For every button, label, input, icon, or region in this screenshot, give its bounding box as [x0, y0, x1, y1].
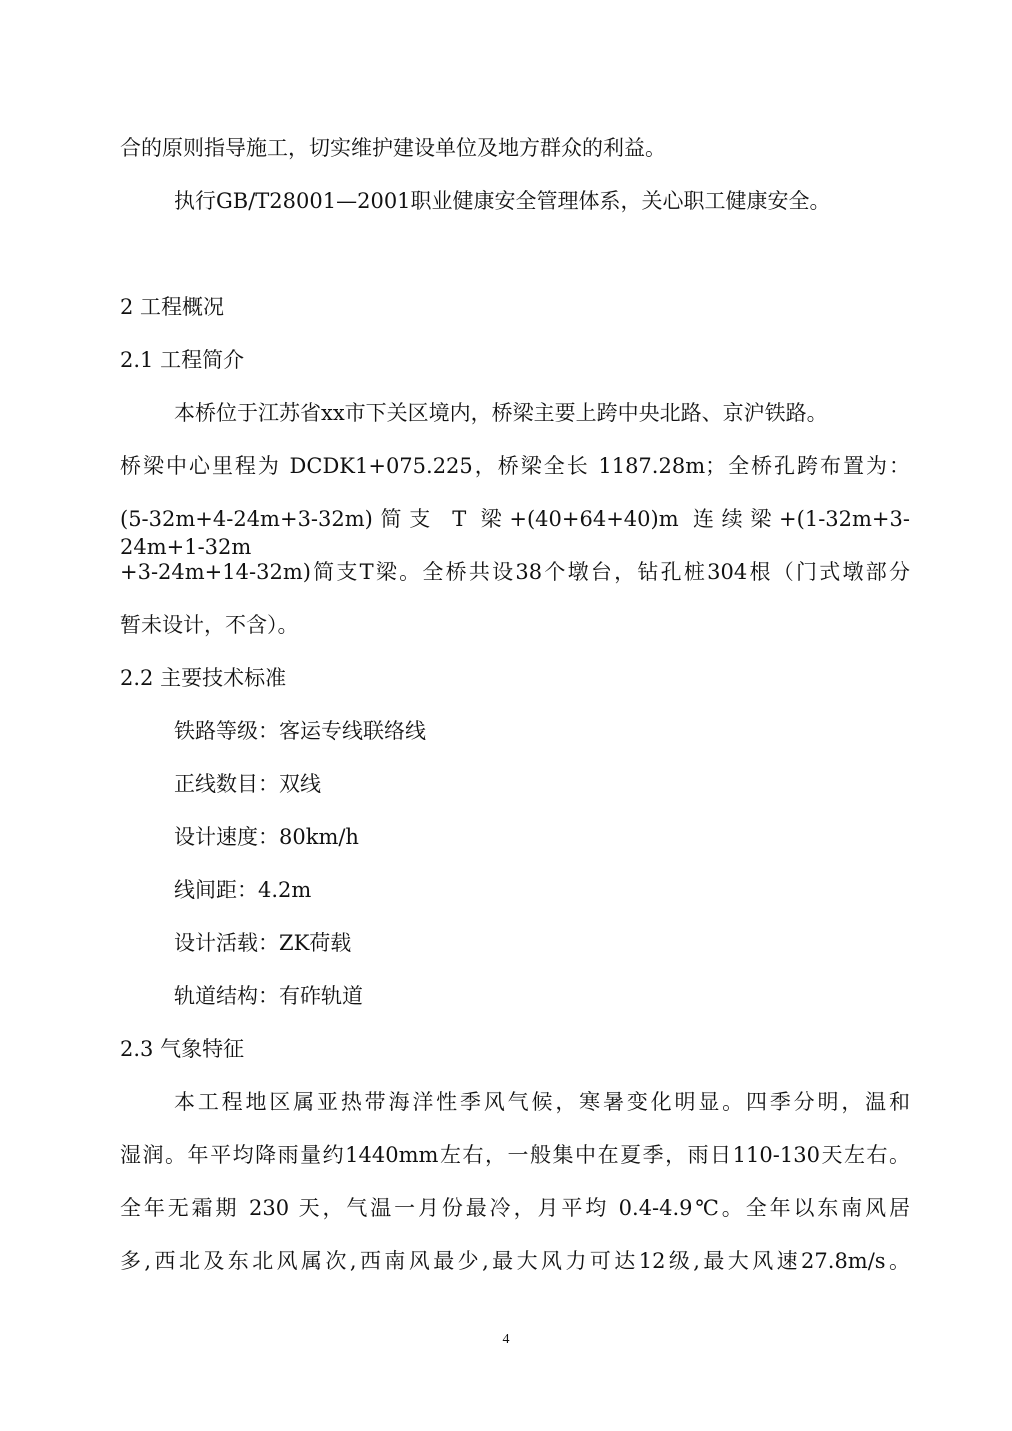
- paragraph-continuation: 合的原则指导施工，切实维护建设单位及地方群众的利益。: [120, 136, 666, 160]
- overview-line: 桥梁中心里程为 DCDK1+075.225，桥梁全长 1187.28m；全桥孔跨布置为：: [120, 454, 910, 478]
- subsection-heading-standards: 2.2 主要技术标准: [120, 666, 287, 690]
- climate-line: 多,西北及东北风属次,西南风最少,最大风力可达12级,最大风速27.8m/s。: [120, 1249, 910, 1273]
- standard-item: 轨道结构：有砟轨道: [174, 984, 363, 1008]
- page-number: 4: [502, 1332, 510, 1347]
- standard-item: 正线数目：双线: [174, 772, 321, 796]
- standard-item: 设计活载：ZK荷载: [174, 931, 352, 955]
- subsection-heading-overview: 2.1 工程简介: [120, 348, 245, 372]
- climate-line: 湿润。年平均降雨量约1440mm左右，一般集中在夏季，雨日110-130天左右。: [120, 1143, 910, 1167]
- subsection-heading-climate: 2.3 气象特征: [120, 1037, 245, 1061]
- paragraph-ohs-standard: 执行GB/T28001—2001职业健康安全管理体系，关心职工健康安全。: [174, 189, 831, 213]
- overview-line: +3-24m+14-32m)简支T梁。全桥共设38个墩台，钻孔桩304根（门式墩部分: [120, 560, 910, 584]
- section-heading: 2 工程概况: [120, 295, 225, 319]
- climate-line: 本工程地区属亚热带海洋性季风气候，寒暑变化明显。四季分明，温和: [174, 1090, 910, 1114]
- standard-item: 设计速度：80km/h: [174, 825, 359, 849]
- overview-line: 本桥位于江苏省xx市下关区境内，桥梁主要上跨中央北路、京沪铁路。: [174, 401, 828, 425]
- climate-line: 全年无霜期 230 天，气温一月份最冷，月平均 0.4-4.9℃。全年以东南风居: [120, 1196, 910, 1220]
- overview-line: 暂未设计，不含）。: [120, 613, 299, 637]
- standard-item: 线间距：4.2m: [174, 878, 312, 902]
- overview-line: (5-32m+4-24m+3-32m)简支 T 梁+(40+64+40)m 连续梁+(1-32m+3-24m+1-32m: [120, 507, 910, 559]
- standard-item: 铁路等级：客运专线联络线: [174, 719, 426, 743]
